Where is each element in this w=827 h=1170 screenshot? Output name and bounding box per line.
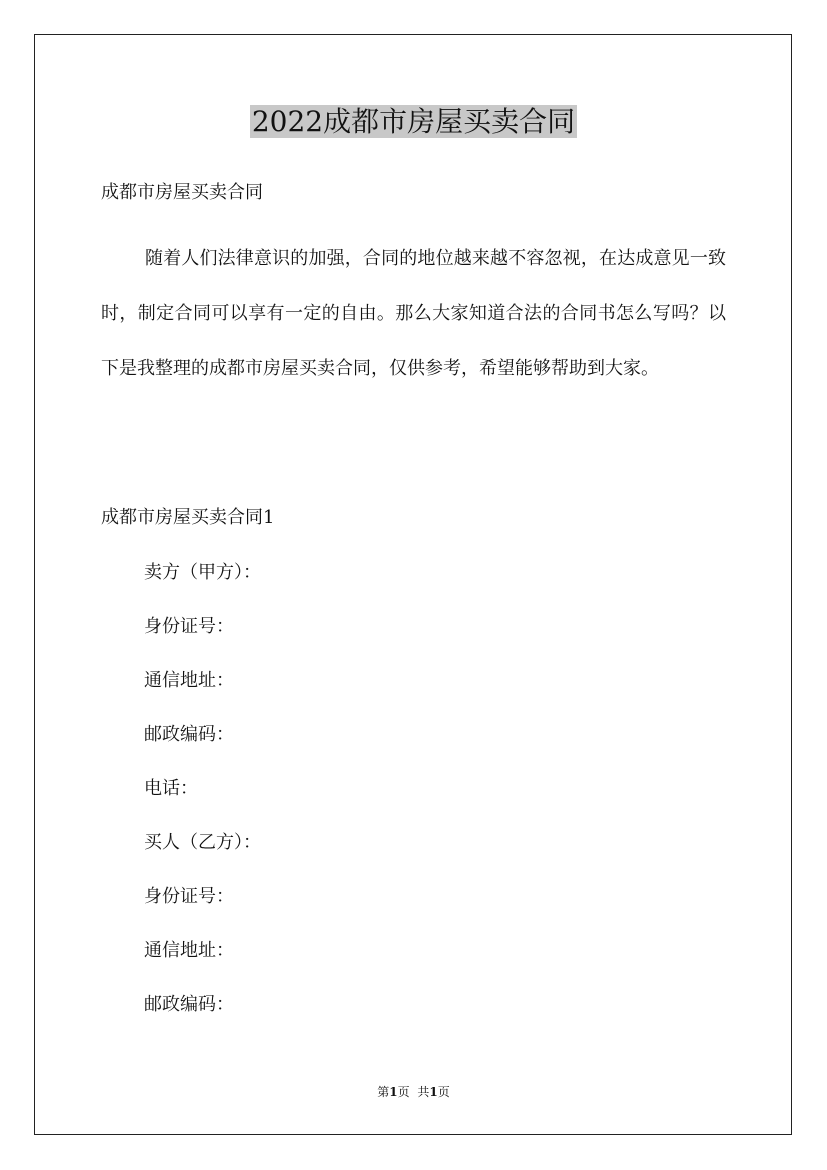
party-fields-list (144, 558, 261, 1044)
document-subtitle: 成都市房屋买卖合同 (101, 182, 263, 203)
footer-page-number: 1 (389, 1085, 398, 1099)
field-buyer-postcode: 邮政编码： (144, 994, 234, 1015)
field-buyer: 买人（乙方）： (144, 832, 261, 853)
document-title (0, 100, 827, 144)
field-seller-phone: 电话： (144, 778, 198, 799)
footer-total-pages: 1 (429, 1085, 438, 1099)
section-heading: 成都市房屋买卖合同1 (101, 507, 275, 528)
field-seller: 卖方（甲方）： (144, 562, 261, 583)
field-buyer-id-number: 身份证号： (144, 886, 234, 907)
field-buyer-address: 通信地址： (144, 940, 234, 961)
field-seller-id-number: 身份证号： (144, 616, 234, 637)
footer-page-prefix: 第 (377, 1085, 390, 1099)
document-title-text: 2022成都市房屋买卖合同 (251, 105, 576, 138)
page-footer (0, 1083, 827, 1101)
intro-paragraph: 随着人们法律意识的加强，合同的地位越来越不容忽视，在达成意见一致时，制定合同可以享有一定的自由。那么大家知道合法的合同书怎么写吗？以下是我整理的成都市房屋买卖合同，仅供参考，希望能够帮助到大家。 (101, 248, 726, 379)
footer-page-unit: 页 (397, 1085, 410, 1099)
footer-total-unit: 页 (437, 1085, 450, 1099)
footer-total-prefix: 共 (417, 1085, 430, 1099)
field-seller-postcode: 邮政编码： (144, 724, 234, 745)
field-seller-address: 通信地址： (144, 670, 234, 691)
